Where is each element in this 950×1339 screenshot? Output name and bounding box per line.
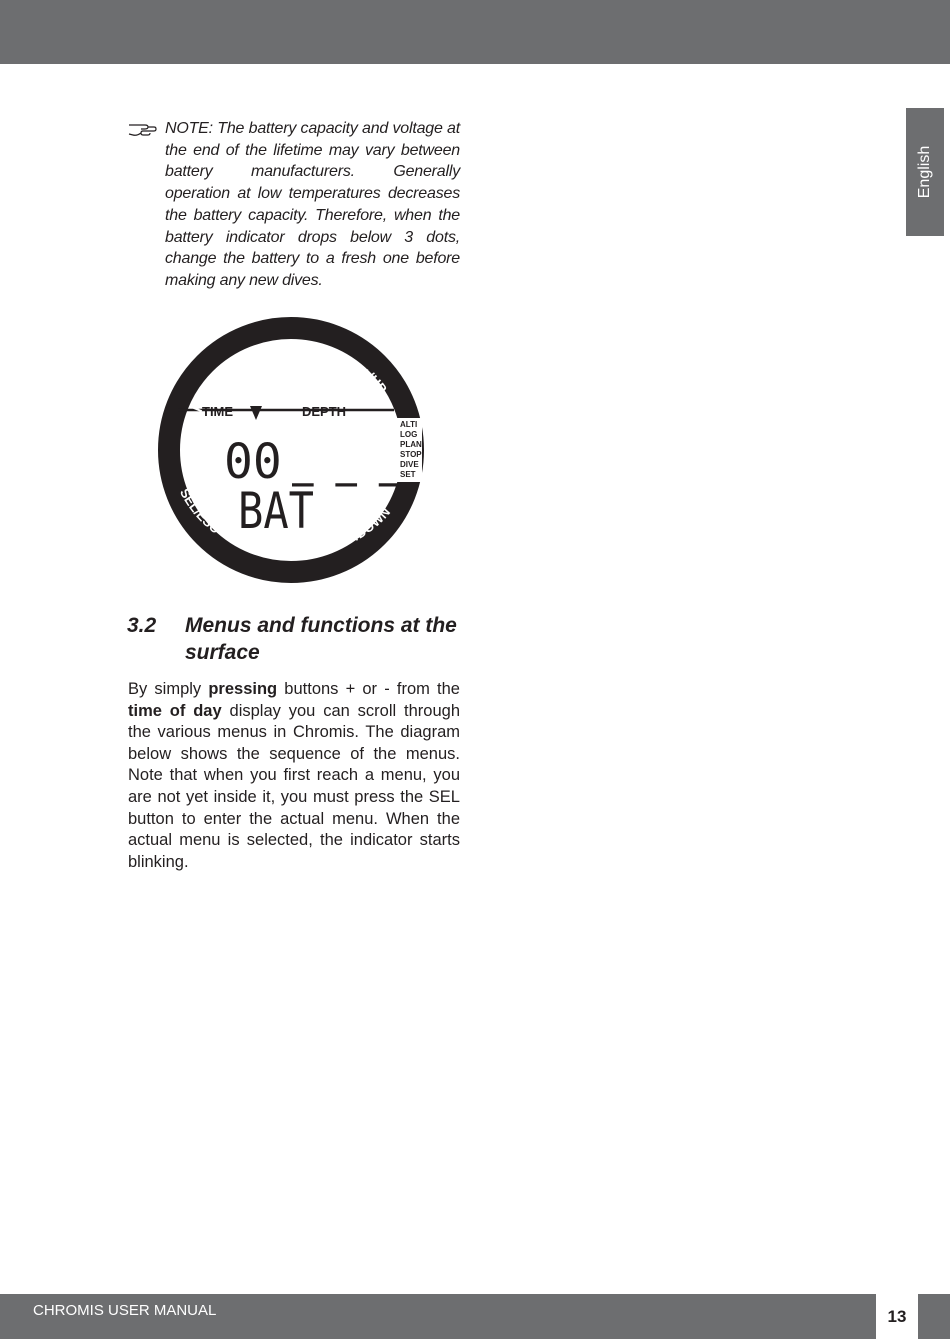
language-tab-label: English (916, 145, 934, 199)
time-marker (250, 406, 262, 420)
menu-item-stop: STOP (400, 450, 422, 459)
section-body-text (128, 679, 460, 873)
body-text-part: display you can scroll through the various menus in Chromis. The diagram below shows the sequence of the menus. Note that when you first reach a menu, you are not yet inside it, you must press the SEL button to enter the actual menu. When the actual menu is selected, the indicator starts blinking. (128, 701, 460, 871)
body-text-part: By simply (128, 680, 209, 698)
battery-status: BAT (238, 482, 314, 540)
menu-item-dive: DIVE (400, 460, 419, 469)
body-text-part: buttons + or - from the (277, 680, 460, 698)
depth-dashes: _ _ _ (292, 446, 401, 487)
note-text: NOTE: The battery capacity and voltage at the end of the lifetime may vary between battery manufacturers. Generally operation at low temperatures decreases the battery capacity. Therefore, when the battery indicator drops below 3 dots, change the battery to a fresh one before making any new dives. (165, 120, 460, 289)
section-number: 3.2 (127, 614, 157, 637)
footer-title: CHROMIS USER MANUAL (33, 1302, 217, 1319)
menu-item-set: SET (400, 470, 416, 479)
pointing-hand-icon (128, 120, 158, 138)
footer-corner-bar (918, 1294, 950, 1339)
menu-item-alti: ALTI (400, 420, 418, 429)
bezel-label-light: LIGHT (184, 391, 212, 435)
menu-item-plan: PLAN (400, 440, 422, 449)
section-title: Menus and functions at the surface (185, 614, 457, 664)
language-tab (906, 108, 944, 236)
main-digits: 00 (224, 434, 282, 490)
time-label: TIME (202, 404, 234, 419)
watch-display-figure (156, 316, 426, 584)
body-bold-time-of-day: time of day (128, 701, 222, 720)
section-heading (127, 612, 467, 666)
body-bold-pressing: pressing (208, 680, 278, 698)
menu-item-log: LOG (400, 430, 418, 439)
page-number: 13 (887, 1306, 907, 1326)
depth-label: DEPTH (302, 404, 347, 419)
top-header-bar (0, 0, 950, 64)
note-block (128, 118, 460, 292)
bezel-label-down: -/DOWN (347, 504, 394, 546)
bezel-label-sel-esc: SEL/ESC (176, 485, 223, 537)
bezel-label-up: +/UP (358, 363, 390, 396)
